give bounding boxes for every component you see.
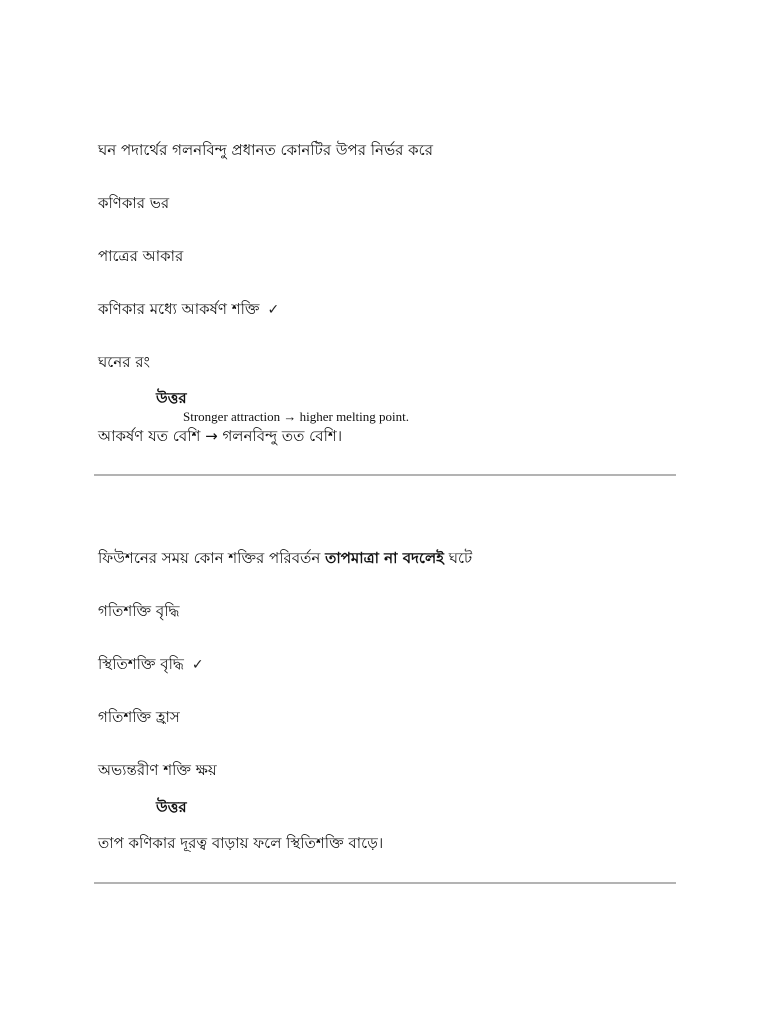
question-1-answer-label: উত্তর xyxy=(156,389,187,407)
question-2-option-1: গতিশক্তি বৃদ্ধি xyxy=(98,602,180,620)
question-2-answer-label: উত্তর xyxy=(156,798,187,816)
section-divider-2 xyxy=(94,882,676,884)
question-2-text xyxy=(98,548,472,568)
question-2-text-suffix: ঘটে xyxy=(443,549,473,567)
question-1-option-1: কণিকার ভর xyxy=(98,194,170,212)
question-2-option-2-label: স্থিতিশক্তি বৃদ্ধি xyxy=(98,655,184,673)
question-2-explanation: তাপ কণিকার দূরত্ব বাড়ায় ফলে স্থিতিশক্তি বাড়ে। xyxy=(98,834,384,852)
question-1-english-note: Stronger attraction → higher melting point. xyxy=(183,409,410,424)
question-2-option-2 xyxy=(98,654,204,675)
question-1-explanation: আকর্ষণ যত বেশি → গলনবিন্দু তত বেশি। xyxy=(98,427,343,445)
question-1-text: ঘন পদার্থের গলনবিন্দু প্রধানত কোনটির উপর নির্ভর করে xyxy=(98,141,433,159)
question-1-option-3-label: কণিকার মধ্যে আকর্ষণ শক্তি xyxy=(98,300,260,318)
question-2-text-prefix: ফিউশনের সময় কোন শক্তির পরিবর্তন xyxy=(98,549,326,567)
check-mark-icon: ✓ xyxy=(267,302,280,318)
question-1-option-2: পাত্রের আকার xyxy=(98,247,184,265)
section-divider-1 xyxy=(94,474,676,476)
question-2-text-emphasis: তাপমাত্রা না বদলেই xyxy=(325,549,444,567)
question-1-option-4: ঘনের রং xyxy=(98,353,150,371)
question-1-option-3 xyxy=(98,299,279,320)
question-2-option-3: গতিশক্তি হ্রাস xyxy=(98,708,180,726)
question-2-option-4: অভ্যন্তরীণ শক্তি ক্ষয় xyxy=(98,761,217,779)
check-mark-icon: ✓ xyxy=(191,657,204,673)
